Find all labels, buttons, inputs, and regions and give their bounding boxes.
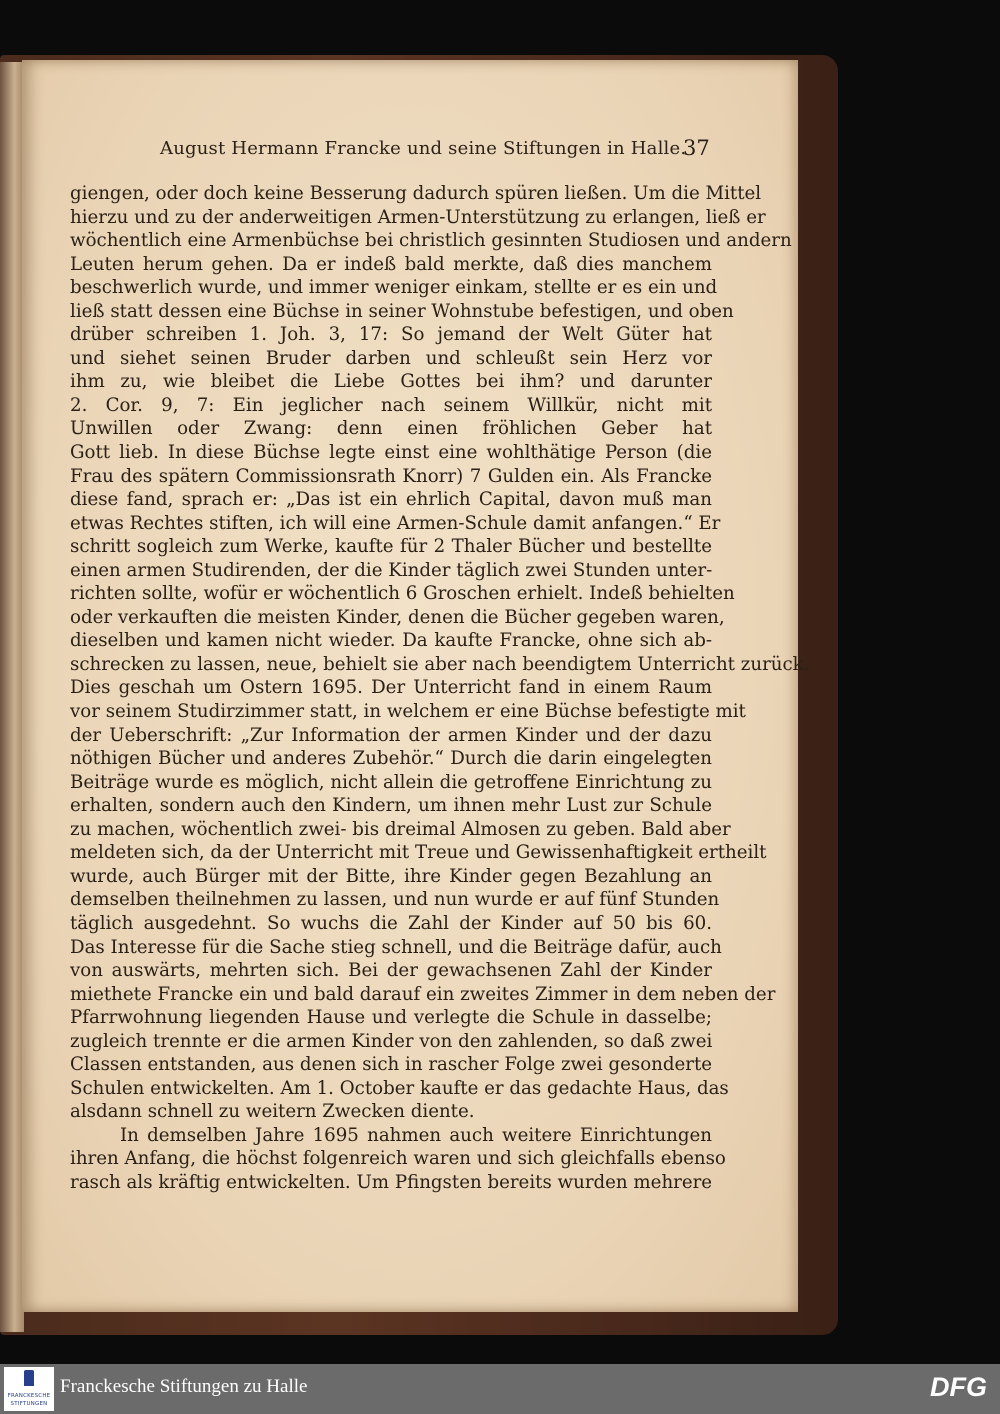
text-line: 2. Cor. 9, 7: Ein jeglicher nach seinem Willkür, nicht mit [70,394,712,416]
text-line: richten sollte, wofür er wöchentlich 6 Groschen erhielt. Indeß behielten [70,583,735,605]
text-line: ließ statt dessen eine Büchse in seiner Wohnstube befestigen, und oben [70,300,734,322]
text-line: wöchentlich eine Armenbüchse bei christlich gesinnten Studiosen und andern [70,230,792,252]
text-line: der Ueberschrift: „Zur Information der armen Kinder und der dazu [70,724,712,746]
footer-label[interactable]: Franckesche Stiftungen zu Halle [60,1376,308,1397]
text-line: diese fand, sprach er: „Das ist ein ehrlich Capital, davon muß man [70,489,712,511]
logo-text: FRANCKESCHE [7,1393,51,1399]
text-line: schrecken zu lassen, neue, behielt sie aber nach beendigtem Unterricht zurück. [70,653,810,675]
page-number: 37 [683,136,710,160]
text-line: dieselben und kamen nicht wieder. Da kaufte Francke, ohne sich ab- [70,630,712,652]
text-line: Pfarrwohnung liegenden Hause und verlegte die Schule in dasselbe; [70,1007,712,1029]
facing-page-edge [0,62,24,1332]
text-line: von auswärts, mehrten sich. Bei der gewachsenen Zahl der Kinder [70,960,712,982]
text-line: Frau des spätern Commissionsrath Knorr) 7 Gulden ein. Als Francke [70,465,712,487]
text-line: erhalten, sondern auch den Kindern, um ihnen mehr Lust zur Schule [70,795,712,817]
text-line: täglich ausgedehnt. So wuchs die Zahl der Kinder auf 50 bis 60. [70,912,712,934]
logo-text: STIFTUNGEN [10,1401,48,1407]
text-line: Schulen entwickelten. Am 1. October kaufte er das gedachte Haus, das [70,1077,729,1099]
text-line: Gott lieb. In diese Büchse legte einst eine wohlthätige Person (die [70,442,712,464]
text-line: Leuten herum gehen. Da er indeß bald merkte, daß dies manchem [70,253,712,275]
dfg-logo[interactable]: DFG [930,1372,987,1402]
text-line: giengen, oder doch keine Besserung dadurch spüren ließen. Um die Mittel [70,183,762,204]
text-line: schritt sogleich zum Werke, kaufte für 2 Thaler Bücher und bestellte [70,536,712,558]
franckesche-logo[interactable] [4,1367,54,1411]
text-line: Das Interesse für die Sache stieg schnell, und die Beiträge dafür, auch [70,936,722,958]
text-line: Dies geschah um Ostern 1695. Der Unterricht fand in einem Raum [70,677,712,699]
text-line: nöthigen Bücher und anderes Zubehör.“ Durch die darin eingelegten [70,748,712,770]
text-line: ihren Anfang, die höchst folgenreich waren und sich gleichfalls ebenso [70,1148,726,1170]
text-line: etwas Rechtes stiften, ich will eine Armen-Schule damit anfangen.“ Er [70,512,721,534]
text-line: oder verkauften die meisten Kinder, denen die Bücher gegeben waren, [70,606,725,628]
text-line: demselben theilnehmen zu lassen, und nun wurde er auf fünf Stunden [70,889,720,911]
text-line: Classen entstanden, aus denen sich in rascher Folge zwei gesonderte [70,1054,713,1076]
text-line: meldeten sich, da der Unterricht mit Treue und Gewissenhaftigkeit ertheilt [70,842,767,864]
text-line: In demselben Jahre 1695 nahmen auch weitere Einrichtungen [120,1124,712,1146]
text-line: zu machen, wöchentlich zwei- bis dreimal Almosen zu geben. Bald aber [70,818,731,840]
text-line: Beiträge wurde es möglich, nicht allein die getroffene Einrichtung zu [70,771,712,793]
text-line: beschwerlich wurde, und immer weniger einkam, stellte er es ein und [70,277,718,299]
text-line: rasch als kräftig entwickelten. Um Pfingsten bereits wurden mehrere [70,1171,713,1193]
text-line: zugleich trennte er die armen Kinder von den zahlenden, so daß zwei [70,1030,713,1052]
text-line: hierzu und zu der anderweitigen Armen-Unterstützung zu erlangen, ließ er [70,206,766,228]
text-line: wurde, auch Bürger mit der Bitte, ihre Kinder gegen Bezahlung an [70,865,712,887]
text-line: drüber schreiben 1. Joh. 3, 17: So jemand der Welt Güter hat [70,324,712,346]
body-text [70,182,810,1195]
text-line: miethete Francke ein und bald darauf ein zweites Zimmer in dem neben der [70,983,776,1005]
text-line: ihm zu, wie bleibet die Liebe Gottes bei ihm? und darunter [70,371,712,393]
text-line: vor seinem Studirzimmer statt, in welchem er eine Büchse befestigte mit [70,701,746,723]
text-line: einen armen Studirenden, der die Kinder täglich zwei Stunden unter- [70,559,713,581]
text-line: und siehet seinen Bruder darben und schleußt sein Herz vor [70,347,712,369]
text-line: alsdann schnell zu weitern Zwecken diente. [70,1101,475,1123]
text-line: Unwillen oder Zwang: denn einen fröhlichen Geber hat [70,418,712,440]
running-head: August Hermann Francke und seine Stiftungen in Halle. [160,138,687,159]
building-icon [24,1370,34,1386]
